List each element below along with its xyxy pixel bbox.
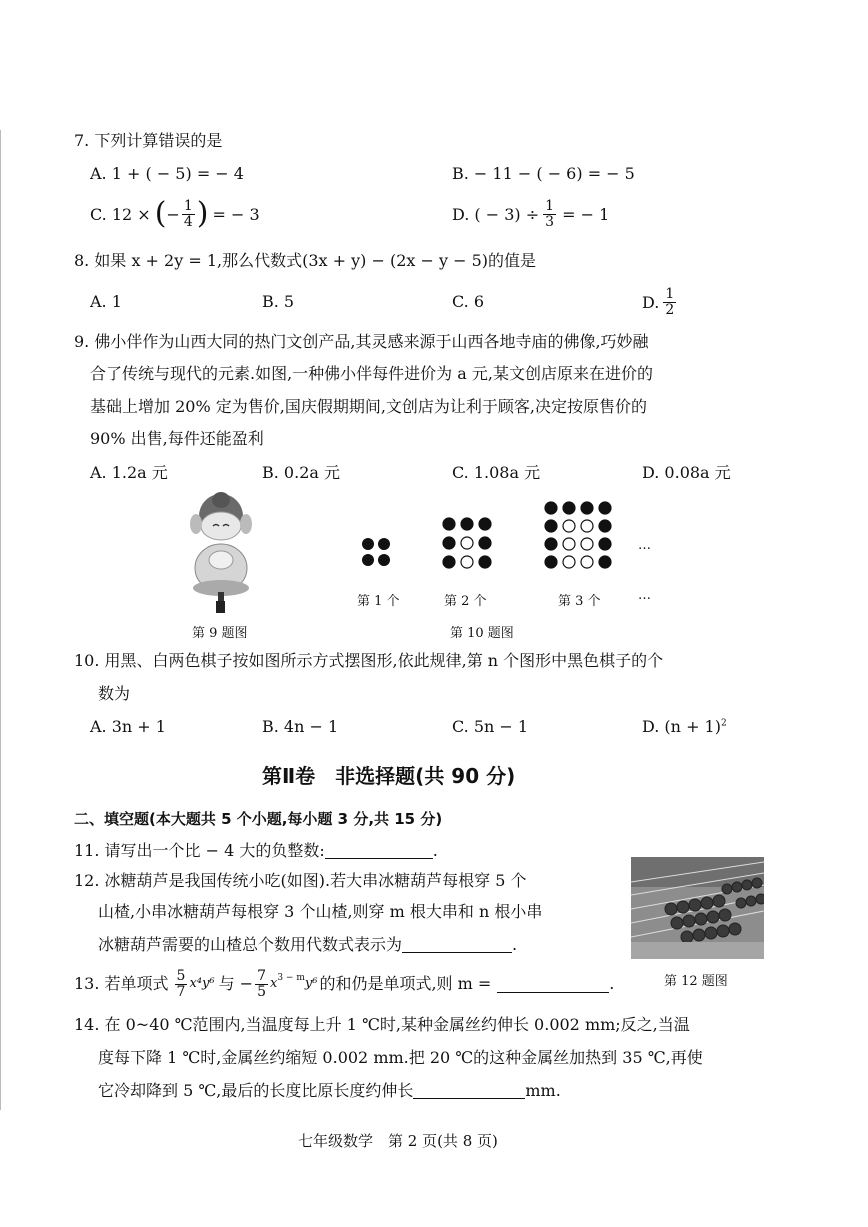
q7-c-prefix: C. 12 × bbox=[90, 204, 151, 224]
q8-d-fraction: $\frac{1}{2}$ bbox=[665, 285, 675, 318]
q9-line-1: 9. 佛小伴作为山西大同的热门文创产品,其灵感来源于山西各地寺庙的佛像,巧妙融 bbox=[74, 332, 649, 351]
q7-d-prefix: D. ( − 3) ÷ bbox=[452, 204, 540, 224]
q10-line-2: 数为 bbox=[98, 684, 131, 703]
figure-10-caption: 第 10 题图 bbox=[450, 626, 514, 641]
q7-stem: 7. 下列计算错误的是 bbox=[74, 131, 223, 150]
q7-option-c: C. 12 × ( − $\frac{1}{4}$ ) = − 3 bbox=[90, 196, 260, 231]
section-2-header: 二、填空题(本大题共 5 个小题,每小题 3 分,共 15 分) bbox=[74, 810, 443, 828]
pattern-label-1: 第 1 个 bbox=[357, 594, 400, 609]
candied-haws-image bbox=[631, 857, 764, 959]
q7-option-b: B. − 11 − ( − 6) = − 5 bbox=[452, 164, 635, 183]
q11: 11. 请写出一个比 − 4 大的负整数: . bbox=[74, 841, 438, 860]
pattern-ellipsis-bottom: … bbox=[638, 588, 651, 603]
q10-option-b: B. 4n − 1 bbox=[262, 717, 339, 736]
q13-fraction-1: $\frac{5}{7}$ bbox=[176, 967, 186, 1000]
q8-option-b: B. 5 bbox=[262, 292, 295, 311]
q12-line-1: 12. 冰糖葫芦是我国传统小吃(如图).若大串冰糖葫芦每根穿 5 个 bbox=[74, 871, 527, 890]
figure-9-caption: 第 9 题图 bbox=[192, 626, 248, 641]
page-footer: 七年级数学 第 2 页(共 8 页) bbox=[298, 1132, 498, 1150]
buddha-figurine-image bbox=[176, 488, 266, 618]
q10-option-c: C. 5n − 1 bbox=[452, 717, 529, 736]
q14-answer-blank[interactable] bbox=[413, 1082, 525, 1099]
q13-fraction-2: $\frac{7}{5}$ bbox=[257, 967, 266, 1000]
q10-option-a: A. 3n + 1 bbox=[90, 717, 166, 736]
q9-option-c: C. 1.08a 元 bbox=[452, 463, 541, 482]
part-2-title: 第Ⅱ卷 非选择题(共 90 分) bbox=[262, 764, 516, 788]
q9-option-a: A. 1.2a 元 bbox=[90, 463, 168, 482]
q14-line-3: 它冷却降到 5 ℃,最后的长度比原长度约伸长 mm. bbox=[98, 1081, 561, 1100]
q7-d-fraction: $\frac{1}{3}$ bbox=[545, 197, 555, 230]
q8-option-c: C. 6 bbox=[452, 292, 485, 311]
q9-option-b: B. 0.2a 元 bbox=[262, 463, 341, 482]
q10-option-d: D. $(n + 1)^2$ bbox=[642, 717, 727, 736]
q13-answer-blank[interactable] bbox=[497, 976, 609, 993]
pattern-label-2: 第 2 个 bbox=[444, 594, 487, 609]
q14-line-2: 度每下降 1 ℃时,金属丝约缩短 0.002 mm.把 20 ℃的这种金属丝加热到 35 ℃,再使 bbox=[98, 1048, 703, 1067]
q8-option-a: A. 1 bbox=[90, 292, 122, 311]
q8-option-d bbox=[642, 284, 678, 320]
q9-line-3: 基础上增加 20% 定为售价,国庆假期期间,文创店为让利于顾客,决定按原售价的 bbox=[90, 397, 647, 416]
pattern-ellipsis-top: … bbox=[638, 538, 651, 553]
q7-d-result: = − 1 bbox=[562, 204, 610, 224]
pattern-2 bbox=[443, 518, 491, 568]
q9-option-d: D. 0.08a 元 bbox=[642, 463, 731, 482]
pattern-3 bbox=[545, 502, 611, 568]
q10-line-1: 10. 用黑、白两色棋子按如图所示方式摆图形,依此规律,第 n 个图形中黑色棋子的个 bbox=[74, 651, 664, 670]
q8-d-prefix: D. bbox=[642, 292, 660, 312]
q8-stem: 8. 如果 x + 2y = 1,那么代数式(3x + y) − (2x − y − 5)的值是 bbox=[74, 251, 537, 270]
q7-c-fraction: $\frac{1}{4}$ bbox=[183, 197, 193, 230]
q7-c-result: = − 3 bbox=[212, 204, 260, 224]
q13: 13. 若单项式 $\frac{5}{7}$ x⁴y⁶ 与 − $\frac{7}{5}$ x $^{3 - m}$ y⁶ 的和仍是单项式,则 m = . bbox=[74, 967, 615, 1000]
binding-margin-line bbox=[0, 130, 1, 1110]
q12-line-3: 冰糖葫芦需要的山楂总个数用代数式表示为 . bbox=[98, 935, 518, 954]
q7-option-a: A. 1 + ( − 5) = − 4 bbox=[90, 164, 244, 183]
pattern-1 bbox=[362, 538, 390, 566]
q7-option-d bbox=[452, 196, 609, 232]
chess-pattern-figure bbox=[355, 495, 665, 615]
q9-line-4: 90% 出售,每件还能盈利 bbox=[90, 429, 264, 448]
q14-line-1: 14. 在 0~40 ℃范围内,当温度每上升 1 ℃时,某种金属丝约伸长 0.002 mm;反之,当温 bbox=[74, 1015, 690, 1034]
q12-answer-blank[interactable] bbox=[402, 936, 512, 953]
q11-answer-blank[interactable] bbox=[325, 842, 433, 859]
q9-line-2: 合了传统与现代的元素.如图,一种佛小伴每件进价为 a 元,某文创店原来在进价的 bbox=[90, 364, 653, 383]
q12-line-2: 山楂,小串冰糖葫芦每根穿 3 个山楂,则穿 m 根大串和 n 根小串 bbox=[98, 902, 543, 921]
q13-term-1: x⁴y⁶ bbox=[189, 976, 215, 991]
pattern-label-3: 第 3 个 bbox=[558, 594, 601, 609]
figure-12-caption: 第 12 题图 bbox=[664, 974, 728, 989]
